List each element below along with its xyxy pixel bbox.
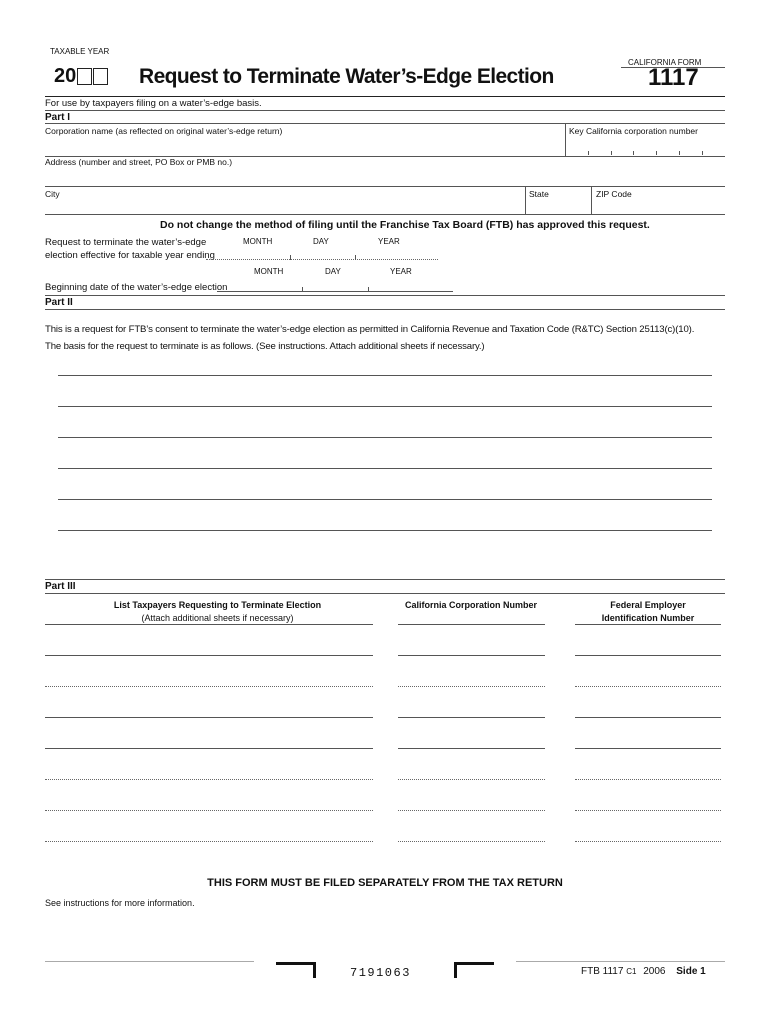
date-separator-tick [368,287,369,292]
basis-line[interactable] [58,375,712,376]
page-side: Side 1 [676,966,706,977]
fein-line[interactable] [575,717,721,718]
request-label-line1: Request to terminate the water’s-edge [45,237,207,248]
ca-corp-number-line[interactable] [398,810,545,811]
beginning-date-label: Beginning date of the water’s-edge election [45,282,228,293]
date-separator-tick [290,255,291,260]
year-label: YEAR [378,237,400,246]
fein-column-title-line1: Federal Employer [610,600,686,610]
ca-corp-number-line[interactable] [398,655,545,656]
filing-method-warning: Do not change the method of filing until the Franchise Tax Board (FTB) has approved this request. [160,219,650,231]
taxpayer-name-line[interactable] [45,624,373,625]
termination-date-line [206,259,438,260]
city-field[interactable] [45,186,525,214]
basis-line[interactable] [58,530,712,531]
form-number: 1117 [648,64,699,91]
taxpayer-name-line[interactable] [45,717,373,718]
scan-alignment-mark-right [454,962,494,978]
fein-line[interactable] [575,624,721,625]
taxpayers-column-title: List Taxpayers Requesting to Terminate Election [113,600,322,610]
key-number-tick [611,151,612,155]
part1-top-rule [45,110,725,111]
taxpayer-name-line[interactable] [45,779,373,780]
state-field[interactable] [526,186,591,214]
zip-code-field[interactable] [592,186,725,214]
taxable-year-field[interactable] [54,65,108,88]
part3-heading-rule [45,593,725,594]
taxpayer-name-line[interactable] [45,841,373,842]
day-label: DAY [325,267,341,276]
date-separator-tick [355,255,356,260]
part1-heading: Part I [45,112,71,123]
form-revision-year: 2006 [643,966,666,977]
key-corporation-number-label: Key California corporation number [569,126,698,136]
address-field[interactable] [45,156,725,186]
fein-line[interactable] [575,686,721,687]
fein-line[interactable] [575,779,721,780]
ca-corp-number-line[interactable] [398,748,545,749]
year-label: YEAR [390,267,412,276]
form-id-suffix: C1 [626,967,637,976]
ca-corp-number-column-title: California Corporation Number [404,600,537,610]
file-separately-notice: THIS FORM MUST BE FILED SEPARATELY FROM THE TAX RETURN [207,877,563,889]
subtitle: For use by taxpayers filing on a water’s-edge basis. [45,98,262,109]
taxpayers-column-subtitle: (Attach additional sheets if necessary) [141,613,294,623]
ca-corp-number-line[interactable] [398,624,545,625]
termination-date-field[interactable] [206,246,438,259]
corporation-name-field[interactable] [45,123,565,156]
taxable-year-label: TAXABLE YEAR [50,47,110,56]
fein-line[interactable] [575,748,721,749]
ca-corp-number-line[interactable] [398,686,545,687]
taxpayer-name-line[interactable] [45,655,373,656]
day-label: DAY [313,237,329,246]
key-number-tick [702,151,703,155]
barcode-number: 7191063 [350,966,411,980]
beginning-date-line [217,291,453,292]
scan-alignment-mark-left [276,962,316,978]
fein-line[interactable] [575,810,721,811]
address-label: Address (number and street, PO Box or PMB no.) [45,157,233,167]
form-id: FTB 1117 [581,966,624,977]
footer-rule-right [516,961,725,962]
taxpayer-name-line[interactable] [45,810,373,811]
basis-line[interactable] [58,437,712,438]
ca-corp-number-line[interactable] [398,841,545,842]
year-digit-box-2[interactable] [93,68,108,85]
basis-line[interactable] [58,406,712,407]
request-label-line2: election effective for taxable year ending [45,250,215,261]
key-number-tick [633,151,634,155]
month-label: MONTH [254,267,284,276]
row-rule [45,214,725,215]
basis-line[interactable] [58,499,712,500]
part2-heading: Part II [45,297,73,308]
part2-top-rule [45,295,725,296]
california-form-label: CALIFORNIA FORM [628,58,702,67]
fein-column-title-line2: Identification Number [601,613,695,623]
ca-corp-number-line[interactable] [398,779,545,780]
form-title: Request to Terminate Water’s-Edge Election [139,65,554,88]
key-number-tick [679,151,680,155]
year-prefix: 20 [54,65,77,87]
month-label: MONTH [243,237,273,246]
date-separator-tick [302,287,303,292]
corporation-name-label: Corporation name (as reflected on original water’s-edge return) [45,126,283,136]
see-instructions-text: See instructions for more information. [45,898,195,908]
year-digit-box-1[interactable] [77,68,92,85]
footer-rule-left [45,961,254,962]
zip-code-label: ZIP Code [596,189,632,199]
city-label: City [45,189,60,199]
part2-heading-rule [45,309,725,310]
key-number-tick [656,151,657,155]
ca-corp-number-line[interactable] [398,717,545,718]
basis-line[interactable] [58,468,712,469]
fein-line[interactable] [575,841,721,842]
taxpayer-name-line[interactable] [45,748,373,749]
part3-top-rule [45,579,725,580]
beginning-date-field[interactable] [217,278,453,291]
part2-basis-text: The basis for the request to terminate is as follows. (See instructions. Attach additional sheets if necessary.) [45,341,485,352]
taxpayer-name-line[interactable] [45,686,373,687]
form-footer-id [581,966,706,977]
part3-heading: Part III [45,581,76,592]
fein-line[interactable] [575,655,721,656]
header-rule [45,96,725,97]
key-number-tick [588,151,589,155]
state-label: State [529,189,549,199]
part2-consent-text: This is a request for FTB’s consent to terminate the water’s-edge election as permitted in California Revenue and Taxation Code (R&TC) Section 25113(c)(10). [45,324,695,335]
